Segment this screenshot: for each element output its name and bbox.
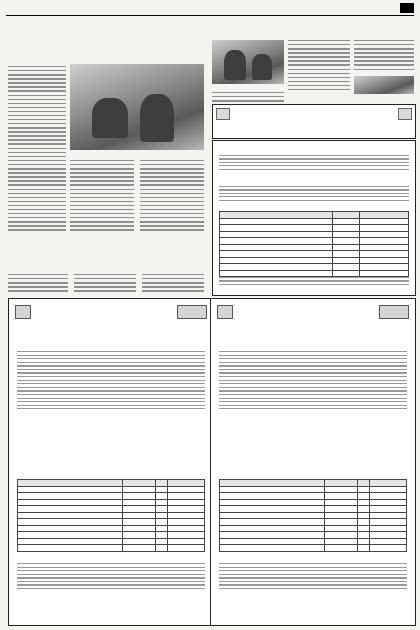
ad-left-body — [17, 351, 205, 412]
story2-col3 — [354, 40, 414, 73]
ad-right-emblem-right — [379, 305, 409, 319]
story1-col3 — [70, 160, 134, 233]
story1-col1 — [8, 66, 66, 160]
story3-col2 — [74, 274, 136, 294]
ad-right-body — [219, 351, 407, 412]
ad-right-box — [210, 298, 416, 626]
page-number — [400, 3, 414, 13]
ad-right-footer — [219, 563, 407, 592]
ad-top-emblem-right — [398, 108, 412, 120]
ad-mid-body — [219, 155, 409, 172]
ad-mid-footer — [219, 277, 409, 287]
ad-left-table — [17, 479, 205, 552]
ad-left-footer — [17, 563, 205, 592]
ad-mid-body-2 — [219, 186, 409, 203]
story2-photo-2 — [354, 76, 414, 94]
ad-left-box — [8, 298, 214, 626]
ad-right-emblem-left — [217, 305, 233, 319]
story2-photo — [212, 40, 284, 84]
ad-mid-table — [219, 211, 409, 277]
ad-left-emblem-left — [15, 305, 31, 319]
ad-right-table — [219, 479, 407, 552]
story1-col4 — [140, 160, 204, 233]
story1-col2 — [8, 160, 66, 233]
ad-left-emblem-right — [177, 305, 207, 319]
story2-col2 — [288, 40, 350, 93]
story3-col1 — [8, 274, 68, 294]
ad-top-box — [212, 104, 416, 139]
story3-col3 — [142, 274, 204, 294]
ad-top-emblem-left — [216, 108, 230, 120]
page-header — [6, 3, 414, 16]
story1-photo — [70, 64, 204, 150]
ad-mid-box — [212, 140, 416, 296]
